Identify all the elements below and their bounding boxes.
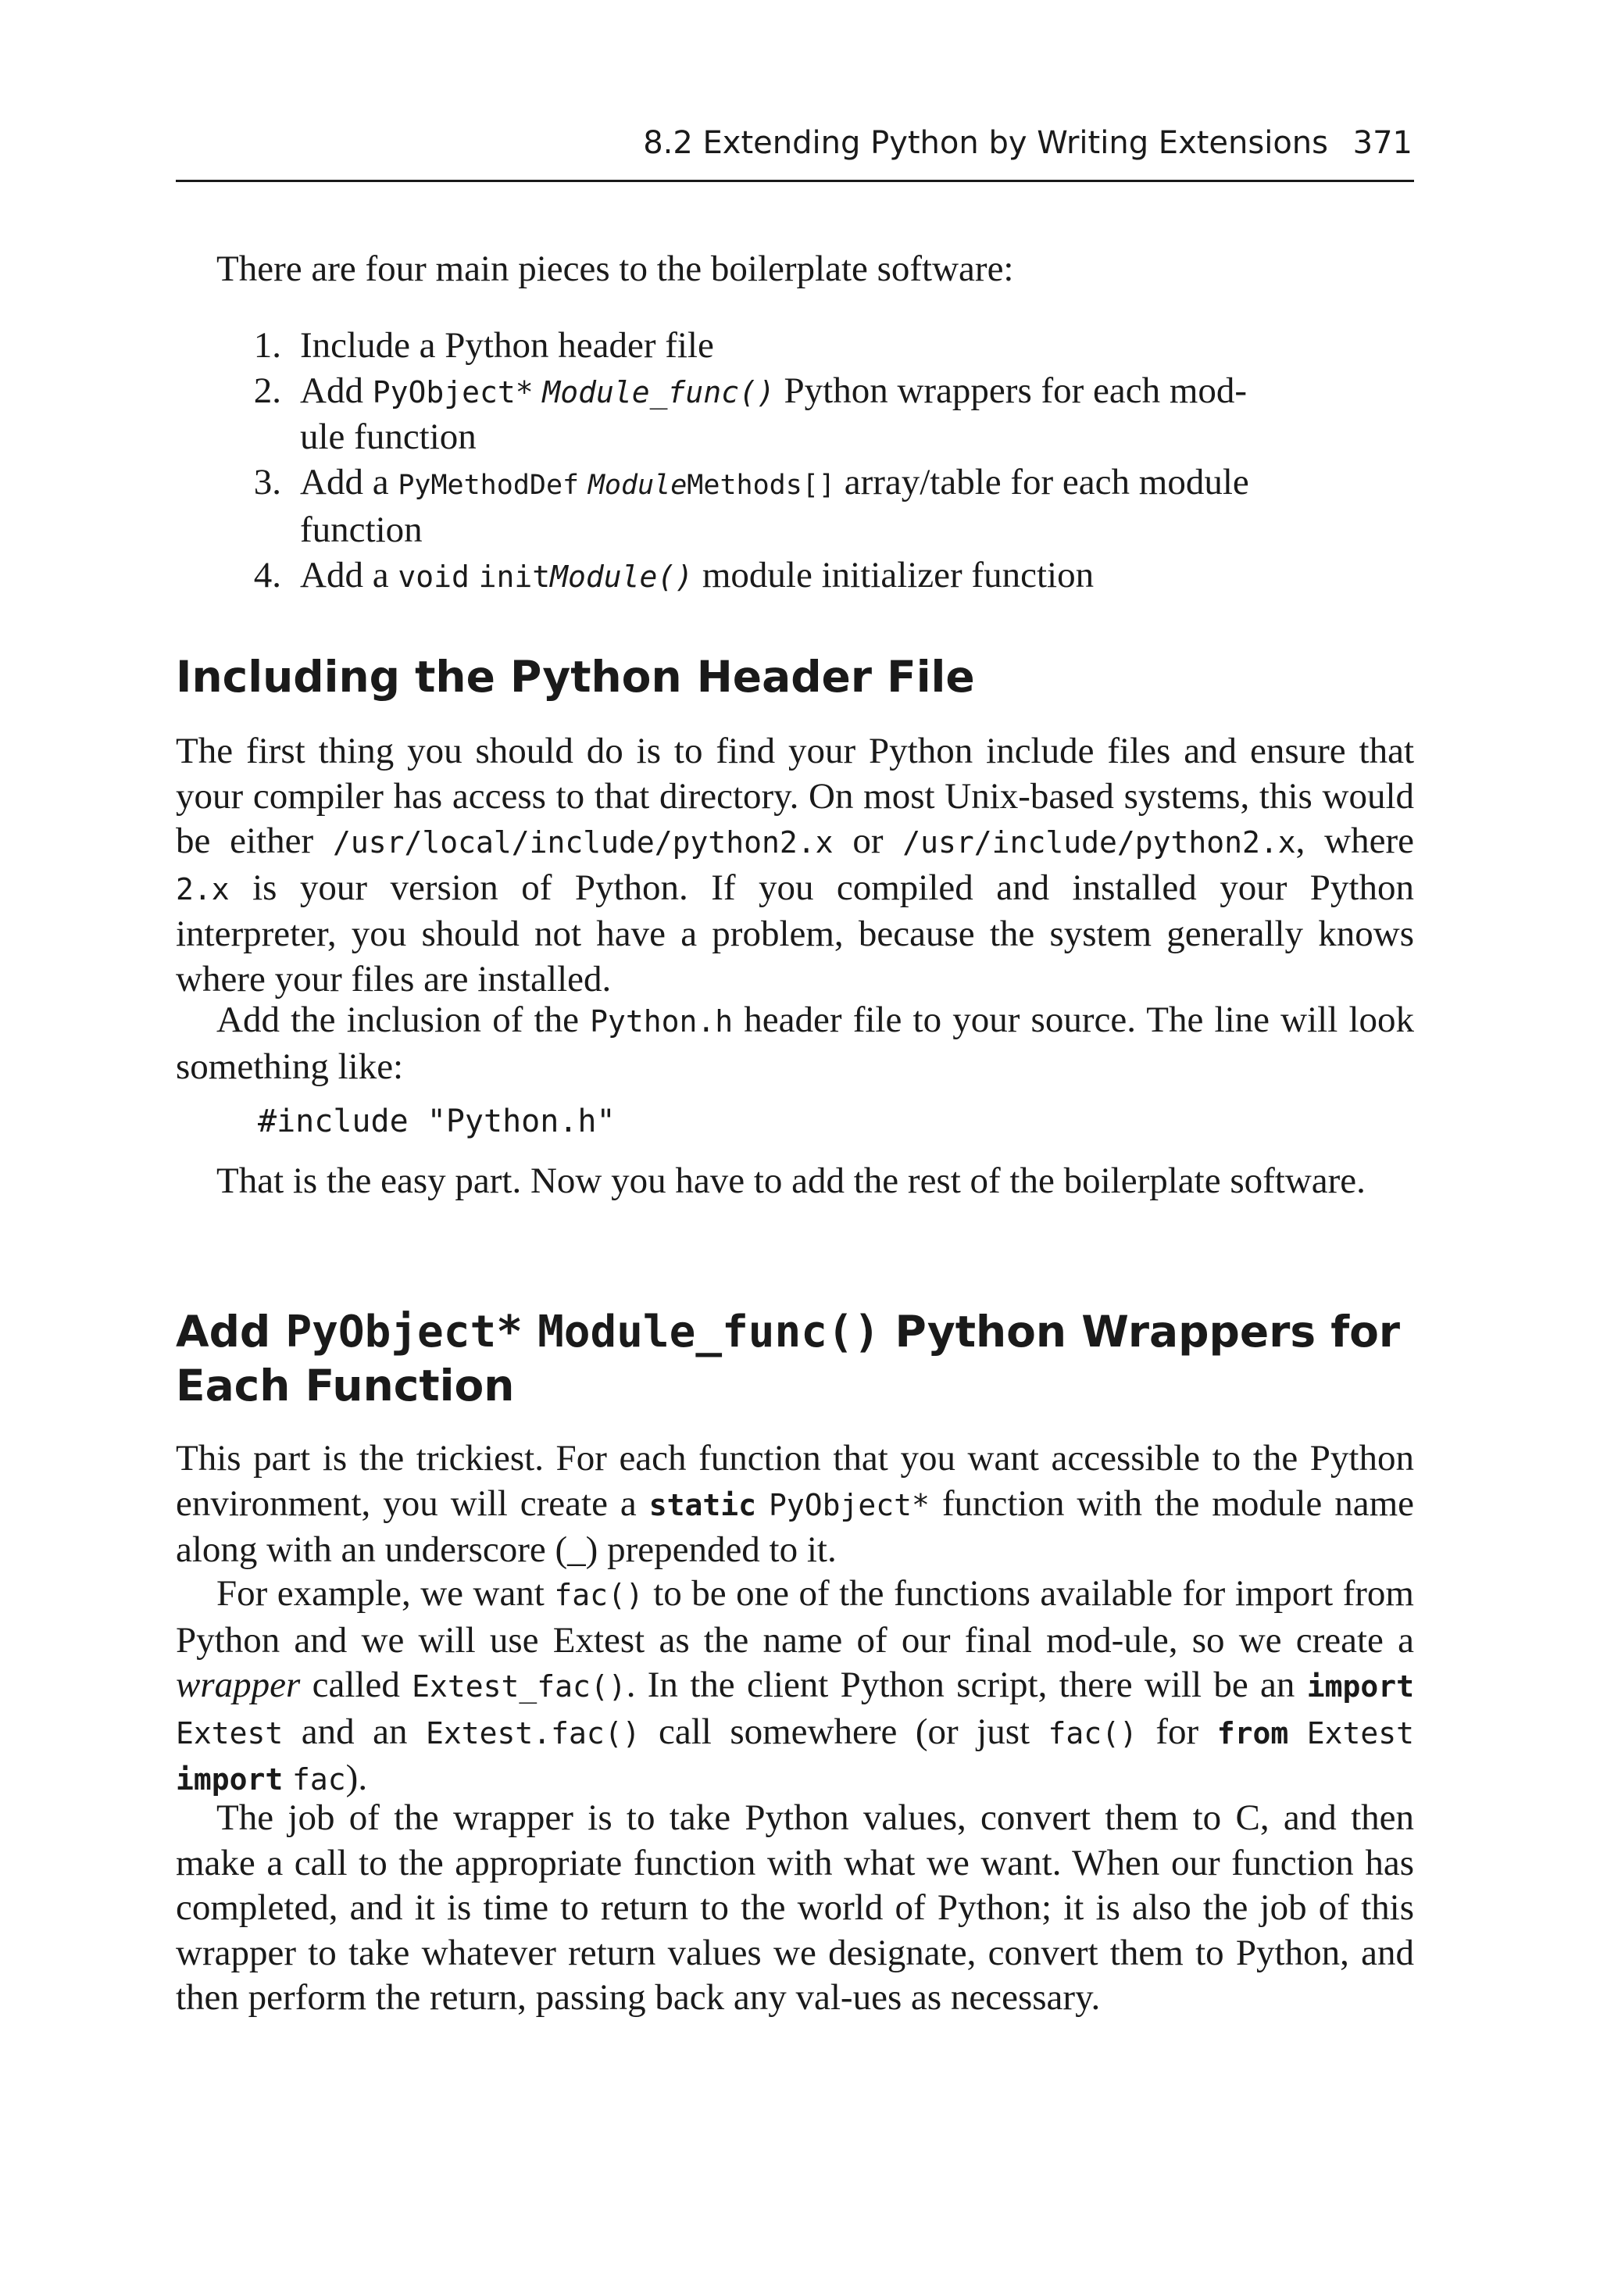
code-token: PyMethodDef <box>398 469 580 501</box>
code-path: /usr/include/python2.x <box>902 825 1296 860</box>
code-token: Extest_fac() <box>412 1669 627 1704</box>
emphasis: wrapper <box>176 1665 301 1705</box>
body-paragraph: The first thing you should do is to find your Python include files and ensure that your compiler has access to that directory. On most Unix-based systems, this would be either /usr/local/include/python2.x or /usr/include/python2.x, where 2.x is your version of Python. If you compiled and installed your Python interpreter, you should not have a problem, because the system generally knows where your files are installed. <box>176 731 1414 1000</box>
code-token: PyObject* <box>768 1487 930 1522</box>
list-item-text: Add a <box>300 554 398 595</box>
code-keyword: from <box>1216 1715 1289 1751</box>
body-paragraph: The job of the wrapper is to take Python values, convert them to C, and then make a call to the appropriate function with what we want. When our function has completed, and it is time to return to the world of Python; it is also the job of this wrapper to take whatever return values we designate, convert them to Python, and then perform the return, passing back any val-ues as necessary. <box>176 1797 1414 2018</box>
code-token: Extest <box>176 1715 284 1751</box>
steps-list <box>234 324 1336 599</box>
list-item-number: 4. <box>253 554 281 595</box>
code-keyword: import <box>1306 1669 1414 1704</box>
code-keyword: static <box>648 1487 756 1522</box>
code-token: 2.x <box>176 871 230 907</box>
code-token: Module <box>588 469 688 501</box>
code-token: init <box>478 559 551 594</box>
code-token: fac() <box>554 1578 644 1612</box>
body-paragraph: That is the easy part. Now you have to add the rest of the boilerplate software. <box>216 1161 1366 1201</box>
code-token: Python.h <box>590 1004 734 1039</box>
code-token: void <box>398 559 470 594</box>
code-token: Module() <box>550 559 694 594</box>
list-item-text: Include a Python header file <box>300 325 714 366</box>
page-number: 371 <box>1352 125 1412 161</box>
list-item-text: Add <box>300 370 373 411</box>
list-item-text: array/table for each module <box>834 461 1249 502</box>
code-token: Module_func() <box>542 374 775 409</box>
list-item-text: module initializer function <box>693 554 1095 595</box>
code-token: PyObject* <box>285 1307 523 1357</box>
list-item-number: 2. <box>253 370 281 411</box>
body-paragraph: Add the inclusion of the Python.h header file to your source. The line will look something like: <box>176 1000 1415 1087</box>
body-paragraph: This part is the trickiest. For each function that you want accessible to the Python environment, you will create a static PyObject* function with the module name along with an underscore (_) prepended to it. <box>176 1438 1414 1570</box>
section-heading: Including the Python Header File <box>176 652 975 702</box>
code-token: fac() <box>1048 1715 1138 1751</box>
list-item <box>234 369 1336 460</box>
code-token: fac <box>292 1762 346 1797</box>
list-item-text: Add a <box>300 461 398 502</box>
code-token: Module_func() <box>538 1307 880 1357</box>
running-head-title: 8.2 Extending Python by Writing Extensions <box>643 125 1328 161</box>
list-item <box>234 324 1336 369</box>
code-token: Methods[] <box>687 469 835 501</box>
code-token: PyObject* <box>372 374 534 409</box>
running-head <box>176 117 1414 182</box>
body-paragraph: For example, we want fac() to be one of the functions available for import from Python and we will use Extest as the name of our final mod-ule, so we create a wrapper called Extest_fac(). In the client Python script, there will be an import Extest and an Extest.fac() call somewhere (or just fac() for from Extest import fac). <box>176 1573 1414 1798</box>
intro-paragraph: There are four main pieces to the boilerplate software: <box>216 249 1014 289</box>
list-item-text: Python wrappers for each mod- <box>774 370 1248 411</box>
code-path: /usr/local/include/python2.x <box>332 825 834 860</box>
code-token: Extest <box>1306 1715 1414 1751</box>
code-keyword: import <box>176 1762 284 1797</box>
list-item <box>234 553 1336 600</box>
code-token: Extest.fac() <box>425 1715 641 1751</box>
section-heading: Add PyObject* Module_func() Python Wrappers for Each Function <box>176 1307 1401 1411</box>
list-item-text: function <box>300 510 423 550</box>
list-item-number: 3. <box>253 461 281 502</box>
code-line: #include "Python.h" <box>258 1103 616 1139</box>
list-item-number: 1. <box>253 325 281 366</box>
list-item-text: ule function <box>300 417 477 457</box>
list-item <box>234 460 1336 553</box>
